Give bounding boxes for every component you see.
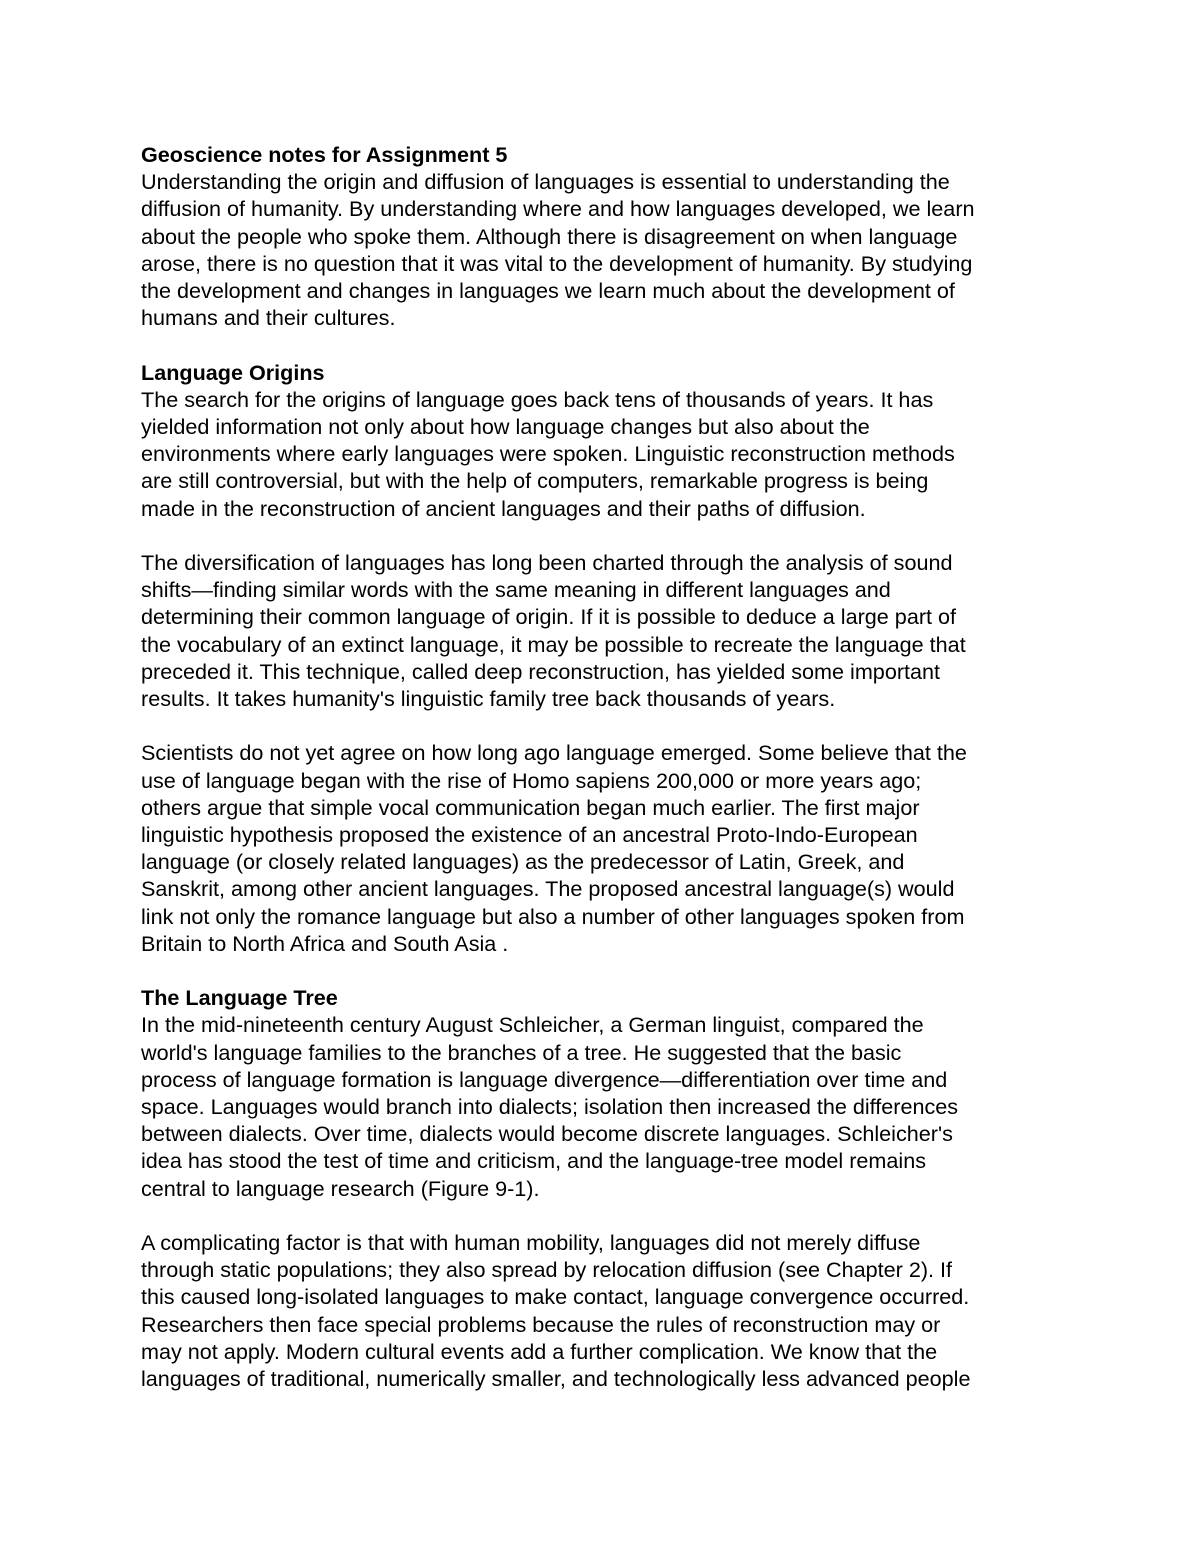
text-line: others argue that simple vocal communication began much earlier. The first major [141,794,920,820]
text-line: linguistic hypothesis proposed the existence of an ancestral Proto-Indo-European [141,822,918,848]
text-line: link not only the romance language but also a number of other languages spoken from [141,903,965,929]
text-line: space. Languages would branch into dialects; isolation then increased the differences [141,1094,959,1120]
text-line: this caused long-isolated languages to make contact, language convergence occurred. [141,1284,970,1310]
text-line: idea has stood the test of time and criticism, and the language-tree model remains [141,1148,926,1174]
text-line: process of language formation is language divergence—differentiation over time and [141,1066,948,1092]
text-line: yielded information not only about how language changes but also about the [141,414,870,440]
text-line: arose, there is no question that it was vital to the development of humanity. By studying [141,250,973,276]
text-line: humans and their cultures. [141,305,396,331]
text-line: shifts—finding similar words with the same meaning in different languages and [141,577,891,603]
text-line: The search for the origins of language goes back tens of thousands of years. It has [141,386,934,412]
text-line: are still controversial, but with the help of computers, remarkable progress is being [141,468,929,494]
text-line: made in the reconstruction of ancient languages and their paths of diffusion. [141,495,866,521]
document-page [141,141,1059,1392]
text-line: central to language research (Figure 9-1). [141,1175,540,1201]
section-heading: Language Origins [141,359,325,385]
text-line: Researchers then face special problems because the rules of reconstruction may or [141,1311,941,1337]
text-line: languages of traditional, numerically smaller, and technologically less advanced people [141,1366,971,1392]
document-title: Geoscience notes for Assignment 5 [141,142,508,167]
text-line: A complicating factor is that with human mobility, languages did not merely diffuse [141,1230,921,1256]
text-line: Sanskrit, among other ancient languages. The proposed ancestral language(s) would [141,876,955,902]
section-heading: The Language Tree [141,985,338,1011]
text-line: the development and changes in languages we learn much about the development of [141,278,955,304]
text-line: language (or closely related languages) as the predecessor of Latin, Greek, and [141,849,905,875]
text-line: environments where early languages were spoken. Linguistic reconstruction methods [141,441,955,467]
text-line: diffusion of humanity. By understanding where and how languages developed, we learn [141,196,975,222]
text-line: Scientists do not yet agree on how long ago language emerged. Some believe that the [141,740,967,766]
text-line: The diversification of languages has long been charted through the analysis of sound [141,550,953,576]
text-line: Understanding the origin and diffusion of languages is essential to understanding the [141,169,950,195]
text-line: about the people who spoke them. Although there is disagreement on when language [141,223,958,249]
text-line: Britain to North Africa and South Asia . [141,930,509,956]
paragraph [141,739,1059,957]
text-line: use of language began with the rise of Homo sapiens 200,000 or more years ago; [141,767,922,793]
text-line: through static populations; they also spread by relocation diffusion (see Chapter 2). If [141,1257,953,1283]
paragraph [141,386,1059,522]
text-line: may not apply. Modern cultural events add a further complication. We know that the [141,1338,938,1364]
text-line: world's language families to the branches of a tree. He suggested that the basic [141,1039,902,1065]
text-line: determining their common language of origin. If it is possible to deduce a large part of [141,604,957,630]
text-line: the vocabulary of an extinct language, it may be possible to recreate the language that [141,631,966,657]
text-line: results. It takes humanity's linguistic family tree back thousands of years. [141,686,836,712]
text-line: between dialects. Over time, dialects would become discrete languages. Schleicher's [141,1121,953,1147]
paragraph [141,1011,1059,1201]
paragraph [141,1229,1059,1392]
text-line: preceded it. This technique, called deep reconstruction, has yielded some important [141,658,941,684]
paragraph [141,549,1059,712]
paragraph [141,168,1059,331]
text-line: In the mid-nineteenth century August Schleicher, a German linguist, compared the [141,1012,924,1038]
